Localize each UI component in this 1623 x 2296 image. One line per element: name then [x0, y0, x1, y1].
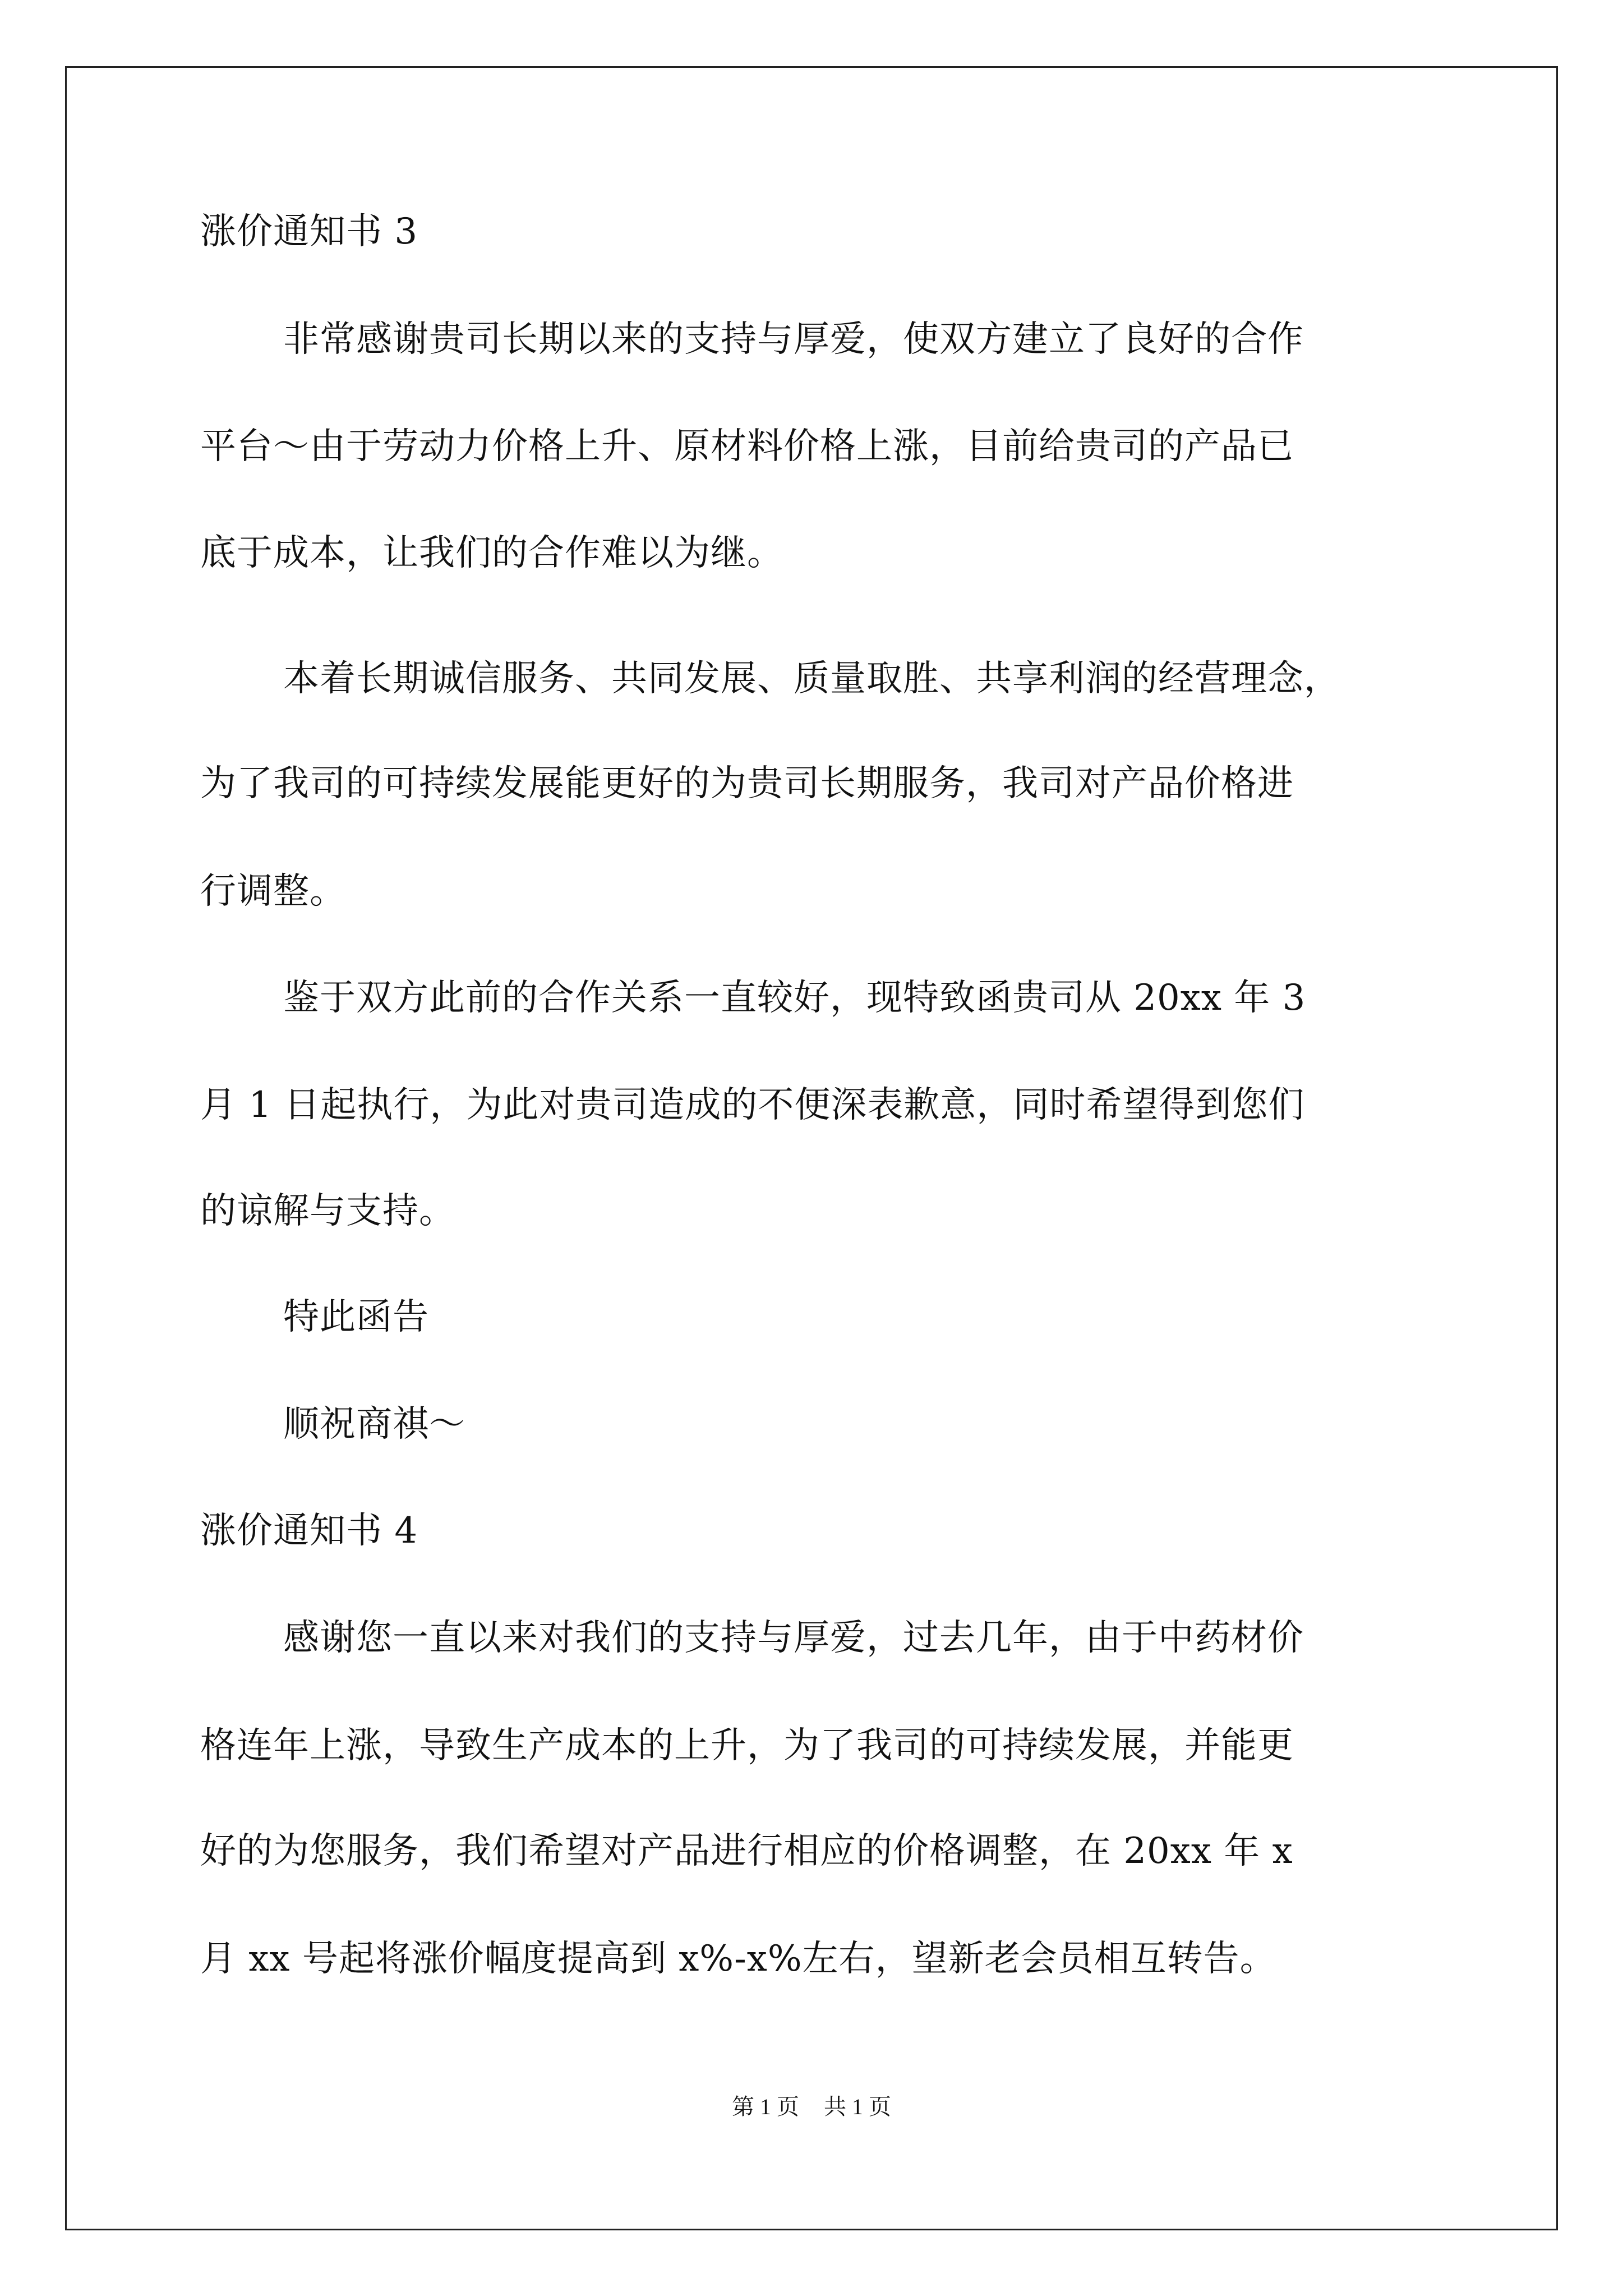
page-number: 第 1 页 — [732, 2094, 799, 2119]
heading-notice-4: 涨价通知书 4 — [200, 1510, 418, 1552]
paragraph-line: 月 1 日起执行，为此对贵司造成的不便深表歉意，同时希望得到您们 — [200, 1084, 1305, 1126]
page-border — [65, 66, 1558, 2230]
paragraph-line: 为了我司的可持续发展能更好的为贵司长期服务，我司对产品价格进 — [200, 763, 1294, 804]
paragraph-line: 平台～由于劳动力价格上升、原材料价格上涨，目前给贵司的产品已 — [200, 426, 1294, 467]
closing-line: 特此函告 — [283, 1296, 429, 1338]
paragraph-line: 的谅解与支持。 — [200, 1190, 455, 1232]
paragraph-line: 本着长期诚信服务、共同发展、质量取胜、共享利润的经营理念， — [283, 658, 1340, 700]
paragraph-line: 底于成本，让我们的合作难以为继。 — [200, 532, 783, 574]
paragraph-line: 行调整。 — [200, 871, 346, 912]
paragraph-line: 好的为您服务，我们希望对产品进行相应的价格调整，在 20xx 年 x — [200, 1830, 1293, 1872]
paragraph-line: 非常感谢贵司长期以来的支持与厚爱，使双方建立了良好的合作 — [283, 319, 1304, 360]
page-footer — [0, 2091, 1623, 2123]
paragraph-line: 格连年上涨，导致生产成本的上升，为了我司的可持续发展，并能更 — [200, 1725, 1294, 1766]
closing-line: 顺祝商祺～ — [283, 1404, 465, 1445]
paragraph-line: 感谢您一直以来对我们的支持与厚爱，过去几年，由于中药材价 — [283, 1617, 1304, 1659]
page-total: 共 1 页 — [824, 2094, 891, 2119]
heading-notice-3: 涨价通知书 3 — [200, 211, 418, 252]
paragraph-line: 鉴于双方此前的合作关系一直较好，现特致函贵司从 20xx 年 3 — [283, 977, 1306, 1019]
paragraph-line: 月 xx 号起将涨价幅度提高到 x%-x%左右，望新老会员相互转告。 — [200, 1938, 1276, 1980]
